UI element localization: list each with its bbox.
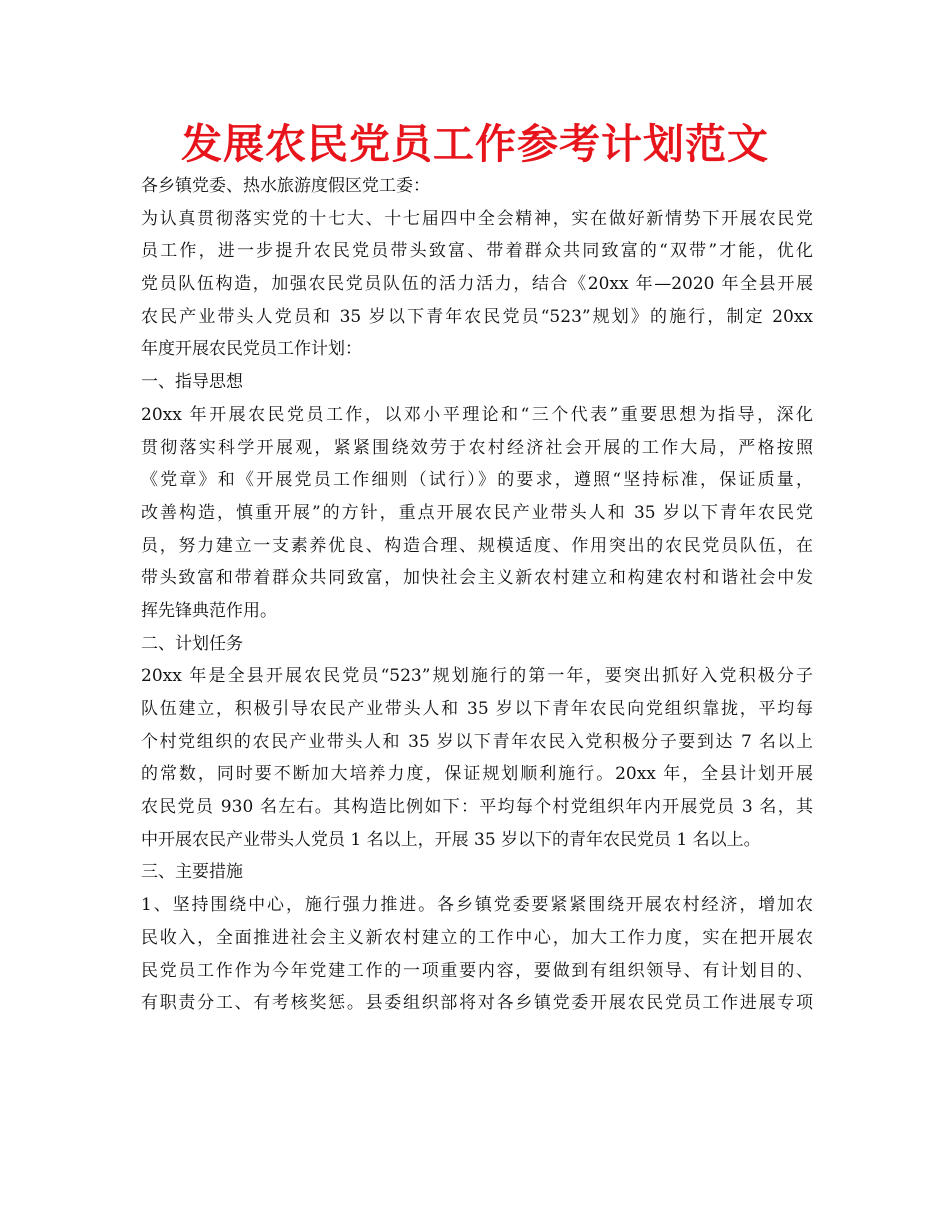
section-heading: 三、主要措施 [141, 862, 243, 883]
section-heading: 一、指导思想 [141, 372, 243, 393]
paragraph-line: 贯彻落实科学开展观，紧紧围绕效劳于农村经济社会开展的工作大局，严格按照 [141, 437, 813, 458]
salutation-line: 各乡镇党委、热水旅游度假区党工委： [141, 176, 430, 196]
paragraph-line: 改善构造，慎重开展”的方针，重点开展农民产业带头人和 35 岁以下青年农民党 [141, 502, 813, 523]
paragraph-line: 为认真贯彻落实党的十七大、十七届四中全会精神，实在做好新情势下开展农民党 [141, 208, 813, 229]
document-body [141, 170, 813, 1020]
paragraph-line: 20xx 年是全县开展农民党员“523”规划施行的第一年，要突出抓好入党积极分子 [141, 666, 813, 687]
document-title: 发展农民党员工作参考计划范文 [181, 120, 769, 168]
paragraph-line: 带头致富和带着群众共同致富，加快社会主义新农村建立和构建农村和谐社会中发 [141, 568, 813, 589]
paragraph-line: 农民党员 930 名左右。其构造比例如下：平均每个村党组织年内开展党员 3 名，其 [141, 797, 813, 818]
paragraph-line: 个村党组织的农民产业带头人和 35 岁以下青年农民入党积极分子要到达 7 名以上 [141, 731, 813, 752]
paragraph-line: 挥先锋典范作用。 [141, 600, 277, 621]
paragraph-line: 20xx 年开展农民党员工作，以邓小平理论和“三个代表”重要思想为指导，深化 [141, 404, 813, 425]
paragraph-line: 农民产业带头人党员和 35 岁以下青年农民党员“523”规划》的施行，制定 20xx [141, 306, 813, 327]
paragraph-line: 员工作，进一步提升农民党员带头致富、带着群众共同致富的“双带”才能，优化 [141, 241, 813, 262]
paragraph-line: 《党章》和《开展党员工作细则（试行）》的要求，遵照“坚持标准，保证质量， [141, 470, 813, 491]
paragraph-line: 1、坚持围绕中心，施行强力推进。各乡镇党委要紧紧围绕开展农村经济，增加农 [141, 895, 813, 916]
paragraph-line: 的常数，同时要不断加大培养力度，保证规划顺利施行。20xx 年，全县计划开展 [141, 764, 813, 785]
paragraph-line: 中开展农民产业带头人党员 1 名以上，开展 35 岁以下的青年农民党员 1 名以上。 [141, 829, 761, 850]
paragraph-line: 民收入，全面推进社会主义新农村建立的工作中心，加大工作力度，实在把开展农 [141, 927, 813, 948]
paragraph-line: 员，努力建立一支素养优良、构造合理、规模适度、作用突出的农民党员队伍，在 [141, 535, 813, 556]
paragraph-line: 党员队伍构造，加强农民党员队伍的活力活力，结合《20xx 年—2020 年全县开展 [141, 274, 813, 295]
paragraph-line: 民党员工作作为今年党建工作的一项重要内容，要做到有组织领导、有计划目的、 [141, 960, 813, 981]
section-heading: 二、计划任务 [141, 633, 243, 654]
paragraph-line: 队伍建立，积极引导农民产业带头人和 35 岁以下青年农民向党组织靠拢，平均每 [141, 699, 813, 719]
paragraph-line: 年度开展农民党员工作计划： [141, 339, 362, 360]
paragraph-line: 有职责分工、有考核奖惩。县委组织部将对各乡镇党委开展农民党员工作进展专项 [141, 993, 813, 1014]
